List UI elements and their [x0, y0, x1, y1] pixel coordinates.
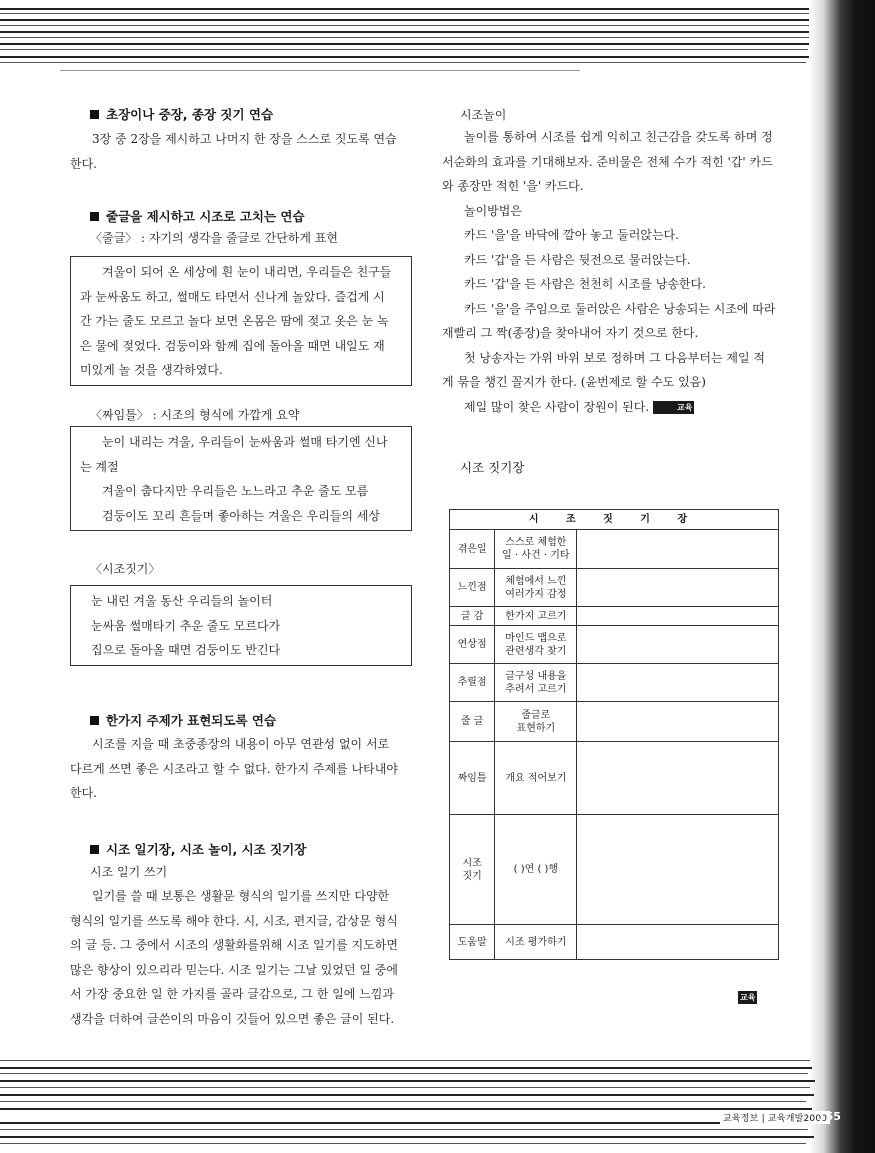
row-category: 추릴점: [450, 664, 495, 702]
section-heading: [90, 207, 305, 225]
row-description: 체험에서 느낀 여러가지 감정: [495, 569, 577, 607]
section-title: 시조 짓기장: [460, 460, 525, 475]
text-line: 눈싸움 썰매타기 추운 줄도 모르다가: [91, 618, 281, 633]
text-line: 은 물에 젖었다. 검둥이와 함께 집에 돌아올 때면 내일도 재: [80, 338, 385, 353]
row-description: 한가지 고르기: [495, 607, 577, 626]
text-line: 집으로 돌아올 때면 검둥이도 반긴다: [91, 643, 281, 657]
row-description: 글구성 내용을 추려서 고르기: [495, 664, 577, 702]
paragraph: [70, 127, 415, 176]
text-line: 첫 낭송자는 가위 바위 보로 정하며 그 다음부터는 제일 적: [464, 350, 765, 365]
summary-box: [70, 426, 412, 531]
answer-cell: [577, 607, 779, 626]
sub-heading: 〈시조짓기〉: [90, 562, 161, 576]
paragraph: [70, 884, 415, 1031]
text-line: 카드 '갑'을 든 사람은 천천히 시조를 낭송한다.: [464, 277, 706, 291]
row-category: 겪은일: [450, 530, 495, 569]
text-line: 눈 내린 겨울 동산 우리들의 놀이터: [91, 594, 273, 608]
prose-box: [70, 256, 412, 386]
text-line: [442, 395, 778, 420]
answer-cell: [577, 742, 779, 815]
table-row: [450, 626, 779, 664]
table-row: [450, 702, 779, 742]
answer-cell: [577, 530, 779, 569]
text-line: 재빨리 그 짝(종장)을 찾아내어 자기 것으로 한다.: [442, 326, 699, 340]
row-description: 줄글로 표현하기: [495, 702, 577, 742]
table-row: [450, 742, 779, 815]
text-line: 겨울이 되어 온 세상에 흰 눈이 내리면, 우리들은 친구들: [102, 265, 392, 279]
row-category: 줄 글: [450, 702, 495, 742]
bullet-square-icon: [90, 212, 99, 221]
row-description: 시조 평가하기: [495, 925, 577, 960]
answer-cell: [577, 702, 779, 742]
row-description: 스스로 체험한 일 · 사건 · 기타: [495, 530, 577, 569]
text-line: 많은 향상이 있으리라 믿는다. 시조 일기는 그날 있었던 일 중에: [70, 962, 398, 977]
row-category: 느낀점: [450, 569, 495, 607]
sub-heading: 〈줄글〉 : 자기의 생각을 줄글로 간단하게 표현: [90, 231, 338, 245]
text-line: 게 묶을 챙긴 꼴지가 한다. (윤번제로 할 수도 있음): [442, 375, 706, 389]
text-line: 3장 중 2장을 제시하고 나머지 한 장을 스스로 짓도록 연습: [92, 132, 397, 146]
row-description: ( )연 ( )행: [495, 815, 577, 925]
table-header-row: [450, 510, 779, 530]
text-line: 다르게 쓰면 좋은 시조라고 할 수 없다. 한가지 주제를 나타내야: [70, 761, 398, 776]
section-heading: [90, 711, 276, 729]
answer-cell: [577, 626, 779, 664]
text-line: 서순화의 효과를 기대해보자. 준비물은 전체 수가 적힌 '갑' 카드: [442, 154, 773, 169]
table-row: [450, 569, 779, 607]
row-category: 짜임틀: [450, 742, 495, 815]
sijo-worksheet-table: [449, 509, 779, 960]
row-description: 마인드 맵으로 관련생각 찾기: [495, 626, 577, 664]
sijo-box: [70, 585, 412, 666]
row-category: 연상점: [450, 626, 495, 664]
sub-heading: 시조 일기 쓰기: [90, 865, 168, 879]
heading-text: 한가지 주제가 표현되도록 연습: [106, 713, 277, 728]
footer-source: 교육정보 | 교육개발2000: [720, 1111, 830, 1124]
row-category: 글 감: [450, 607, 495, 626]
table-row: [450, 925, 779, 960]
heading-text: 줄글을 제시하고 시조로 고치는 연습: [106, 209, 305, 224]
row-category: 도움말: [450, 925, 495, 960]
text-line: 카드 '을'을 바닥에 깔아 놓고 둘러앉는다.: [464, 228, 679, 242]
sub-heading: 〈짜임틀〉 : 시조의 형식에 가깝게 요약: [90, 408, 300, 422]
row-category: 시조 짓기: [450, 815, 495, 925]
text-line-content: 제일 많이 찾은 사람이 장원이 된다.: [464, 399, 650, 414]
bullet-square-icon: [90, 110, 99, 119]
magazine-logo: 교육: [653, 401, 694, 414]
text-line: 미있게 놀 것을 생각하였다.: [80, 363, 223, 377]
text-line: 겨울이 춥다지만 우리들은 노느라고 추운 줄도 모름: [102, 484, 369, 498]
section-title: 시조놀이: [460, 108, 507, 122]
table-row: [450, 664, 779, 702]
text-line: 생각을 더하여 글쓴이의 마음이 깃들어 있으면 좋은 글이 된다.: [70, 1011, 395, 1026]
page-number: 155: [818, 1110, 841, 1123]
section-heading: [90, 105, 273, 123]
section-heading: [90, 840, 306, 858]
page-edge-shadow: [805, 0, 875, 1153]
paragraph: [70, 732, 415, 806]
text-line: 간 가는 줄도 모르고 놀다 보면 온몸은 땀에 젖고 옷은 눈 녹: [80, 314, 389, 328]
text-line: 형식의 일기를 쓰도록 해야 한다. 시, 시조, 편지글, 감상문 형식: [70, 913, 398, 928]
text-line: 한다.: [70, 156, 97, 171]
answer-cell: [577, 664, 779, 702]
text-line: 눈이 내리는 겨울, 우리들이 눈싸움과 썰매 타기엔 신나: [102, 435, 388, 449]
answer-cell: [577, 569, 779, 607]
table-row: [450, 607, 779, 626]
top-border-lines: [0, 0, 875, 82]
text-line: 과 눈싸움도 하고, 썰매도 타면서 신나게 놀았다. 즐겁게 시: [80, 289, 385, 304]
table-title: 시 조 짓 기 장: [450, 510, 779, 530]
text-line: 시조를 지을 때 초중종장의 내용이 아무 연관성 없이 서로: [92, 737, 390, 751]
row-description: 개요 적어보기: [495, 742, 577, 815]
text-line: 놀이를 통하여 시조를 쉽게 익히고 친근감을 갖도록 하며 정: [464, 130, 773, 144]
text-line: 검둥이도 꼬리 흔들며 좋아하는 겨울은 우리들의 세상: [102, 508, 380, 523]
answer-cell: [577, 925, 779, 960]
text-line: 와 종장만 적힌 '을' 카드다.: [442, 179, 584, 193]
heading-text: 시조 일기장, 시조 놀이, 시조 짓기장: [106, 842, 307, 857]
text-line: 한다.: [70, 786, 97, 800]
bullet-square-icon: [90, 845, 99, 854]
text-line: 는 계절: [80, 459, 119, 474]
text-line: 서 가장 중요한 일 한 가지를 골라 글감으로, 그 한 일에 느낌과: [70, 987, 394, 1001]
text-line: 카드 '을'을 주임으로 둘러앉은 사람은 낭송되는 시조에 따라: [464, 301, 776, 316]
bullet-square-icon: [90, 716, 99, 725]
table-row: [450, 815, 779, 925]
text-line: 의 글 등. 그 중에서 시조의 생활화를위해 시조 일기를 지도하면: [70, 938, 398, 952]
bottom-border-lines: [0, 1052, 875, 1153]
table-row: [450, 530, 779, 569]
text-line: 카드 '갑'을 든 사람은 뒷전으로 물러앉는다.: [464, 252, 691, 267]
end-mark-logo: 교육: [740, 993, 756, 1002]
text-line: 놀이방법은: [464, 203, 522, 218]
text-line: 일기를 쓸 때 보통은 생활문 형식의 일기를 쓰지만 다양한: [92, 889, 390, 903]
paragraph: [442, 125, 778, 419]
answer-cell: [577, 815, 779, 925]
heading-text: 초장이나 중장, 종장 짓기 연습: [106, 107, 274, 122]
